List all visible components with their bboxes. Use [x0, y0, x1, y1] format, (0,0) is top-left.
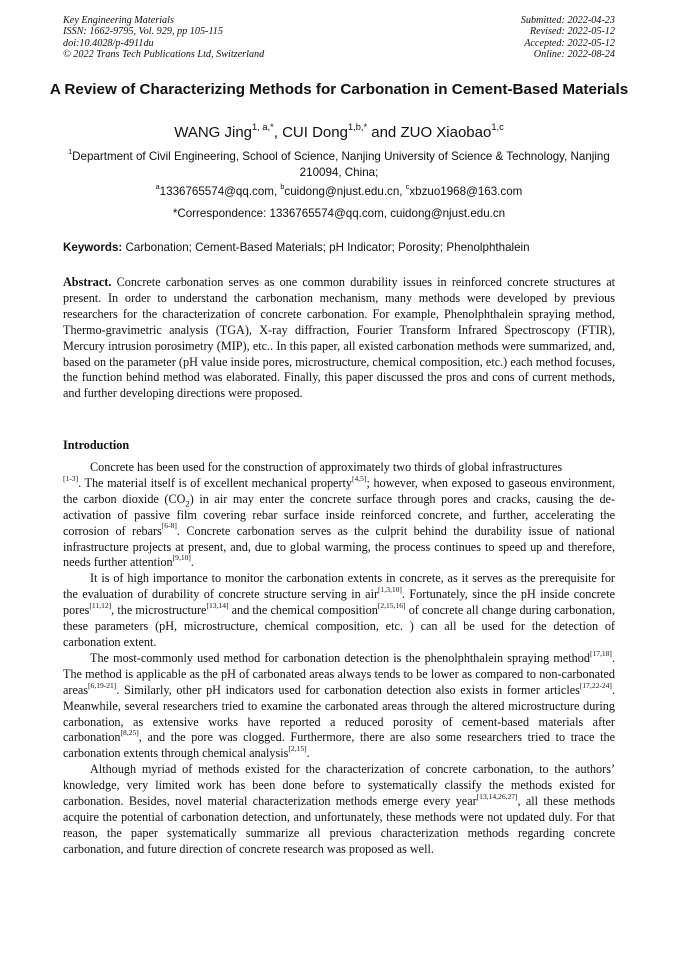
accepted-date: Accepted: 2022-05-12: [524, 37, 615, 49]
journal-name: Key Engineering Materials: [63, 15, 174, 26]
text-run: . Similarly, other pH indicators used for carbonation detection also exists in former articles: [116, 682, 580, 697]
citation: [6,19-21]: [88, 680, 117, 690]
paper-title: A Review of Characterizing Methods for Carbonation in Cement-Based Materials: [49, 81, 629, 98]
author-affiliation-mark: 1,b,*: [347, 122, 368, 133]
text-run: The most-commonly used method for carbonation detection is the phenolphthalein spraying method: [90, 650, 590, 665]
keywords-label: Keywords:: [63, 241, 123, 254]
text-run: .: [190, 555, 194, 570]
email-mark: b: [280, 182, 285, 192]
email-address: xbzuo1968@163.com: [409, 185, 523, 198]
correspondence-line: *Correspondence: 1336765574@qq.com, cuidong@njust.edu.cn: [172, 207, 506, 220]
text-run: . Meanwhile, several researchers tried to examine the carbonated areas through the altered microstructure during carbonation, as extensive works have reported a reduced porosity of cement-based materials after carbonation: [63, 682, 615, 745]
citation: [4,5]: [352, 473, 367, 483]
text-run: ) in air may enter the concrete surface through pores and cracks, causing the de-activation of passive film covering rebar surface inside reinforced concrete, and further, accelerating the corrosion of rebars: [63, 491, 615, 538]
citation: [13,14,26,27]: [476, 791, 518, 801]
citation: [17,22-24]: [579, 680, 612, 690]
affiliation-mark: 1: [68, 147, 73, 157]
keywords-text: Carbonation; Cement-Based Materials; pH Indicator; Porosity; Phenolphthalein: [122, 241, 530, 254]
affiliation-text: Department of Civil Engineering, School of Science, Nanjing University of Science & Technology, Nanjing 210094, China;: [72, 150, 610, 179]
section-heading-introduction: Introduction: [63, 438, 130, 452]
email-address: cuidong@njust.edu.cn,: [284, 185, 406, 198]
text-run: , the microstructure: [111, 603, 207, 618]
author-affiliation-mark: 1, a,*: [252, 122, 274, 133]
author-emails: [48, 184, 630, 200]
citation: [11,12]: [89, 600, 112, 610]
author-name: ZUO Xiaobao: [400, 124, 492, 141]
citation: [2,15]: [288, 744, 307, 754]
citation: [1,3,10]: [378, 585, 402, 595]
text-run: , and the pore was clogged. Furthermore, there are also some researchers tried to trace the carbonation extents through chemical analysis: [63, 730, 615, 761]
text-run: Although myriad of methods existed for the characterization of concrete carbonation, to the authors’ knowledge, very limited work has been done before to systematically classify the methods existed for carbonation. Besides, novel material characterization methods emerge every year: [63, 762, 615, 809]
paragraph: [63, 762, 615, 857]
text-run: and the chemical composition: [228, 603, 378, 618]
citation: [1-3]: [63, 473, 79, 483]
citation: [6-8]: [161, 521, 177, 531]
author-name: CUI Dong: [282, 124, 348, 141]
text-run: ; however, when exposed to gaseous environment, the carbon dioxide (CO: [63, 475, 616, 506]
text-run: of concrete all change during carbonation, these parameters (pH, microstructure, chemical composition, etc. ) can all be used for the detection of carbonation extent.: [63, 603, 615, 649]
affiliation: [48, 149, 630, 180]
online-date: Online: 2022-08-24: [533, 48, 615, 60]
author-name: WANG Jing: [174, 124, 253, 141]
journal-issn: ISSN: 1662-9795, Vol. 929, pp 105-115: [63, 26, 223, 38]
email-mark: c: [405, 182, 410, 192]
author-affiliation-mark: 1,c: [491, 122, 504, 133]
text-run: . Concrete carbonation serves as the culprit behind the durability issue of national infrastructure projects at present, and, due to global warming, the process continues to speed up and therefore, needs further attention: [63, 523, 615, 570]
citation: [9,10]: [172, 553, 191, 563]
keywords: [63, 240, 615, 256]
text-run: .: [306, 746, 310, 761]
journal-copyright: © 2022 Trans Tech Publications Ltd, Switzerland: [63, 48, 265, 60]
text-run: . Fortunately, since the pH inside concrete pores: [63, 587, 615, 618]
introduction-body: [63, 460, 615, 858]
paragraph: [63, 648, 615, 762]
text-run: Concrete has been used for the construction of approximately two thirds of global infrastructures: [90, 460, 563, 474]
dates-header: [521, 15, 615, 60]
journal-info-header: [63, 15, 264, 60]
text-run: . The material itself is of excellent mechanical property: [78, 475, 352, 490]
paragraph: [63, 460, 615, 571]
author-separator: and: [367, 124, 401, 141]
email-address: 1336765574@qq.com,: [159, 185, 281, 198]
paragraph: [63, 571, 615, 651]
citation: [17,18]: [589, 648, 612, 658]
revised-date: Revised: 2022-05-12: [529, 26, 615, 38]
text-run: . The method is applicable as the pH of carbonated areas always tends to be lower as compared to non-carbonated areas: [63, 650, 615, 697]
abstract-label: Abstract.: [63, 275, 112, 289]
author-separator: ,: [273, 124, 283, 141]
text-run: It is of high importance to monitor the carbonation extents in concrete, as it serves as the prerequisite for the evaluation of durability of concrete structure serving in air: [63, 571, 615, 602]
citation: [2,15,16]: [377, 600, 406, 610]
abstract-text: Concrete carbonation serves as one common durability issues in reinforced concrete structures at present. In order to understand the carbonation mechanism, many methods were developed by previous researchers for the characterization of concrete carbonation. For example, Phenolphthalein spraying method, Thermo-gravimetric analysis (TGA), X-ray diffraction, Fourier Transform Infrared Spectroscopy (FTIR), Mercury intrusion porosimetry (MIP), etc.. In this paper, all existed carbonation methods were summarized, and, based on the parameter (pH value inside pores, microstructure, chemical composition, etc.) each method focuses, the function behind method was elaborated. Finally, this paper discussed the pros and cons of current methods, and further developing directions were proposed.: [63, 275, 615, 401]
submitted-date: Submitted: 2022-04-23: [520, 15, 615, 26]
abstract: [63, 275, 615, 402]
subscript: 2: [185, 498, 190, 509]
citation: [13,14]: [206, 600, 229, 610]
citation: [8,25]: [120, 728, 139, 738]
text-run: , all these methods acquire the potential of carbonation detection, and unfortunately, these methods were not updated duly. For that reason, the paper systematically summarize all previous characterization methods regarding concrete carbonation, and future direction of concrete research was proposed as well.: [63, 794, 615, 856]
email-mark: a: [155, 182, 160, 192]
author-list: [48, 123, 630, 142]
journal-doi: doi:10.4028/p-4911du: [63, 37, 154, 49]
